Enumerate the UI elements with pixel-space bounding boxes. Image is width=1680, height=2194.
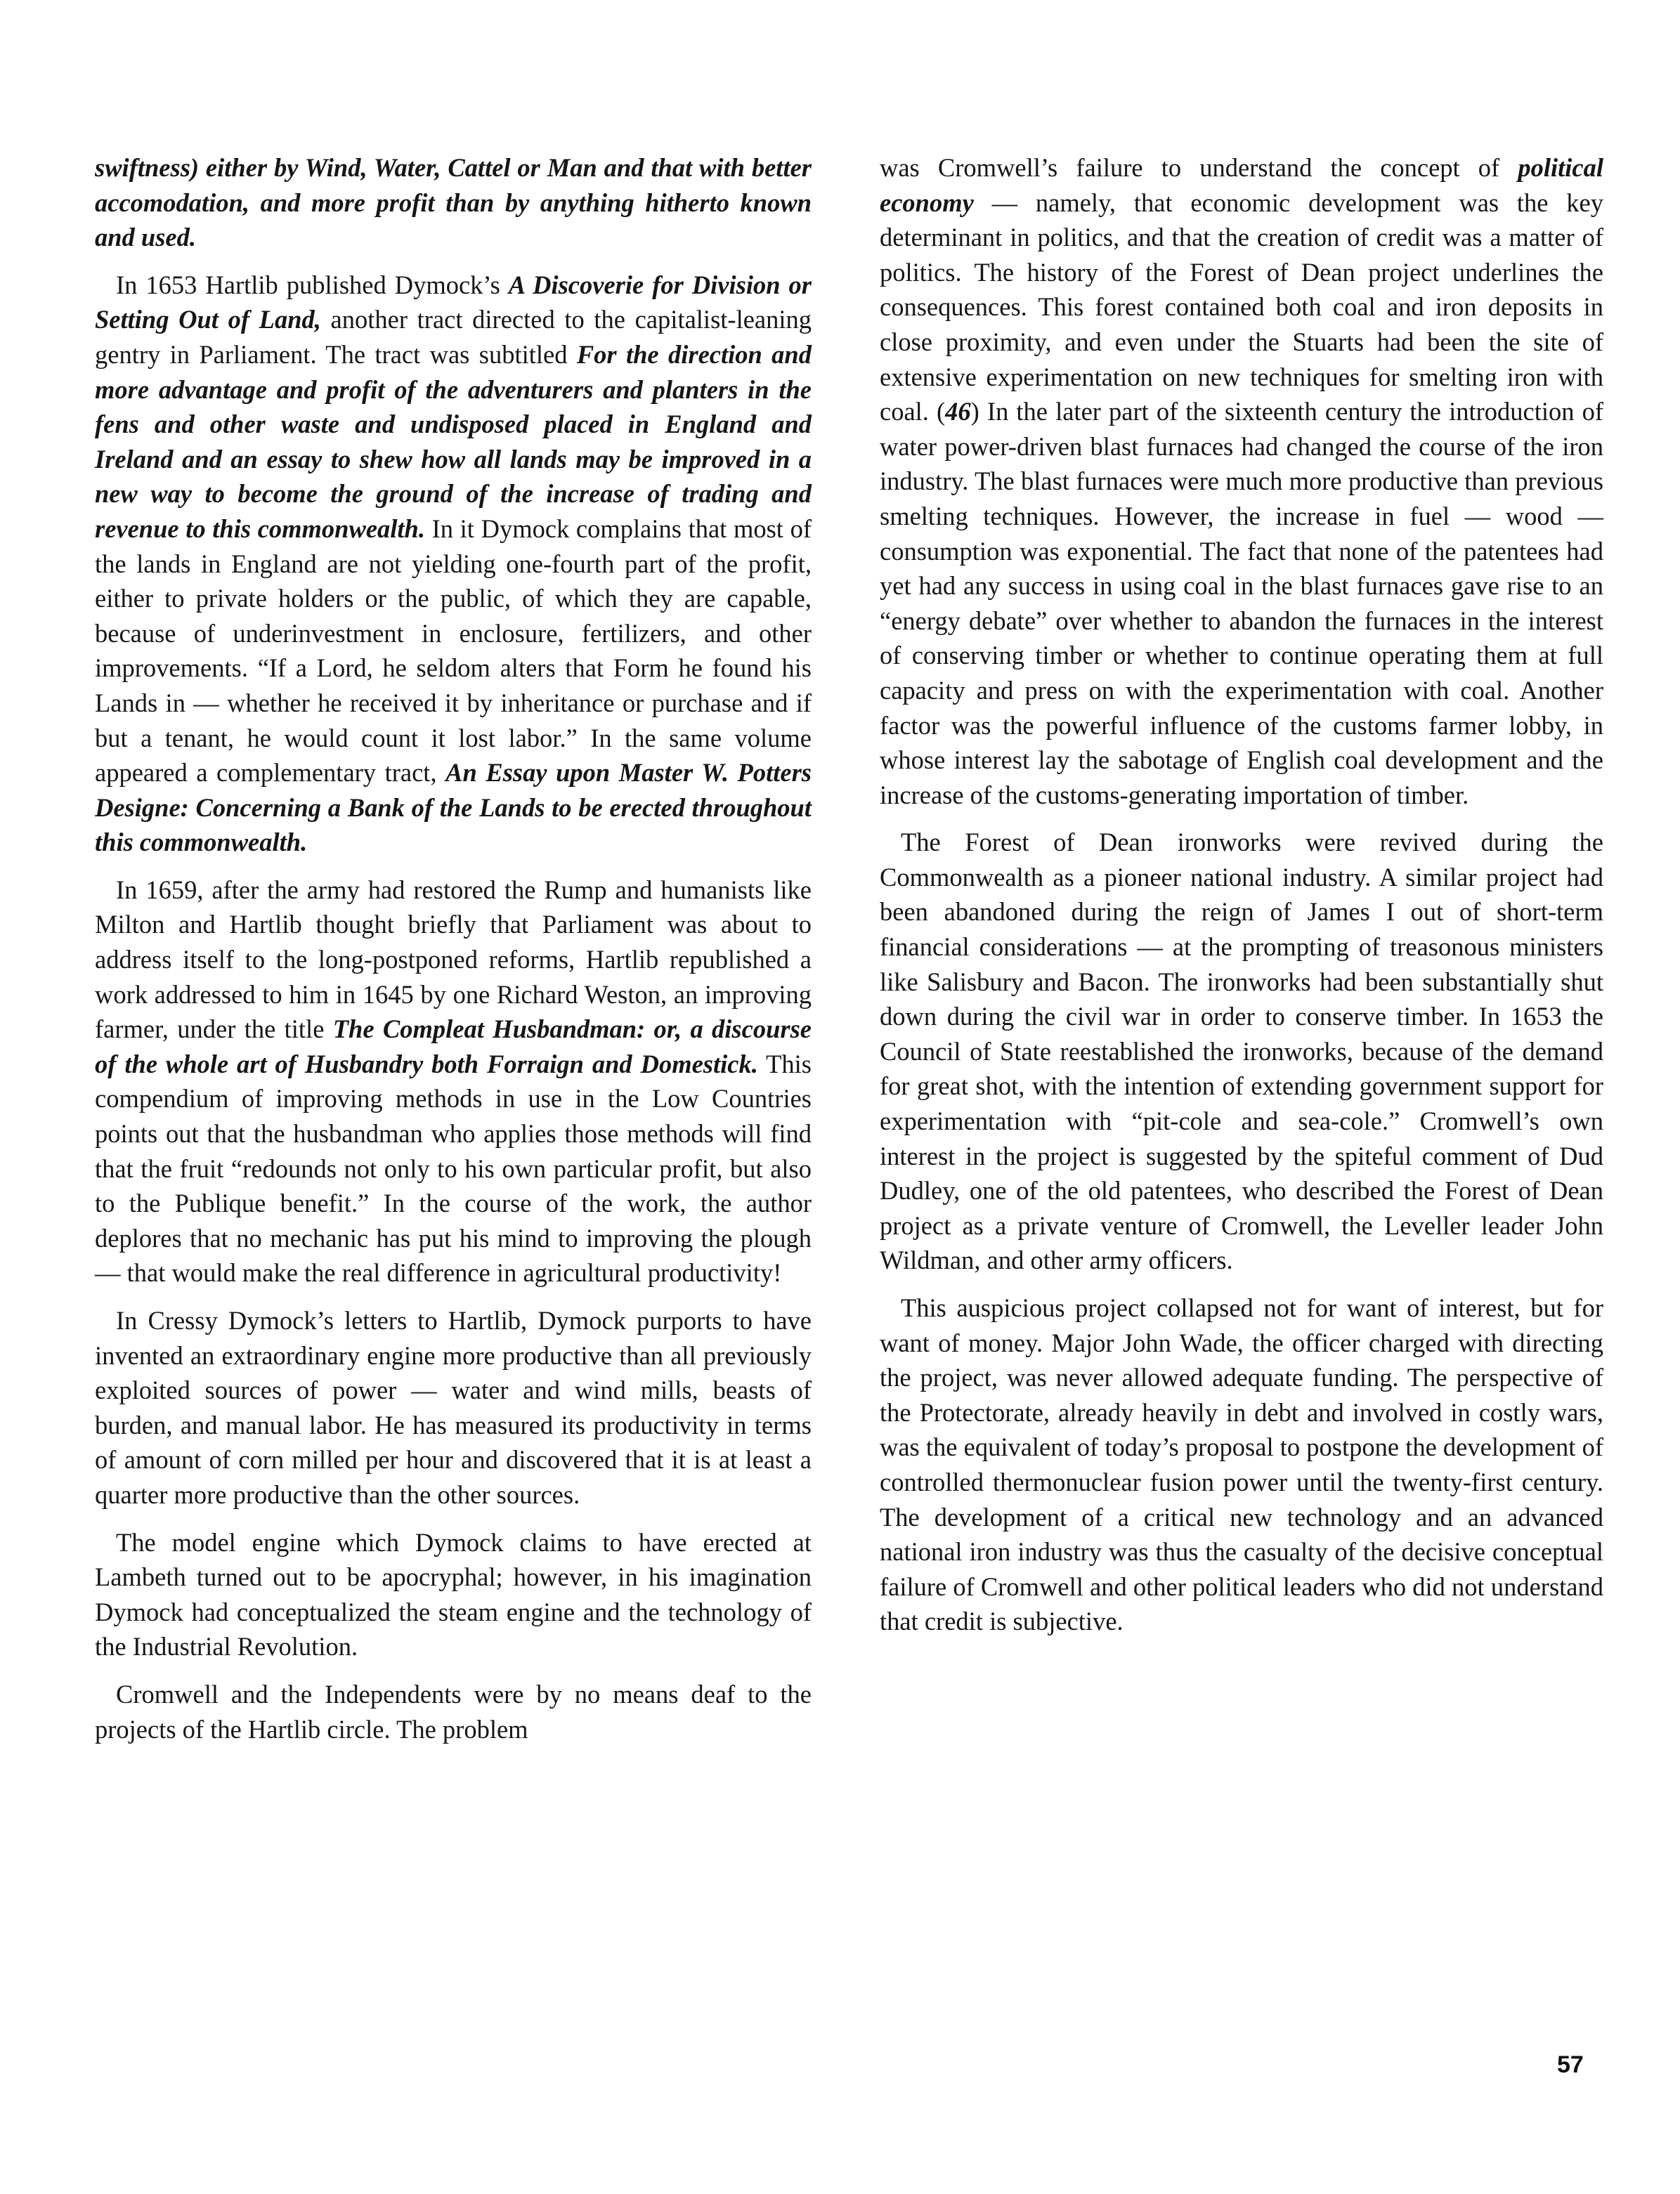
page-number: 57 [1557, 2051, 1584, 2078]
right-text-column [880, 150, 1603, 1639]
text-segment: A Discoverie for Division or Setting Out of Land, [95, 270, 812, 334]
text-segment: The Compleat Husbandman: or, a discourse of the whole art of Husbandry both Forraign and Domestick. [95, 1014, 812, 1078]
paragraph [95, 150, 812, 255]
paragraph [95, 1525, 812, 1664]
text-segment: political economy [880, 153, 1603, 217]
text-segment: In 1653 Hartlib published Dymock’s [116, 270, 509, 299]
paragraph [880, 1291, 1603, 1639]
text-segment: 46 [945, 397, 971, 426]
text-segment: This auspicious project collapsed not for want of interest, but for want of money. Major John Wade, the officer charged with directing the project, was never allowed adequate funding. The perspective of the Protectorate, already heavily in debt and involved in costly wars, was the equivalent of today’s proposal to postpone the development of controlled thermonuclear fusion power until the twenty-first century. The development of a critical new technology and an advanced national iron industry was thus the casualty of the decisive conceptual failure of Cromwell and other political leaders who did not understand that credit is subjective. [880, 1293, 1603, 1636]
text-segment: In it Dymock complains that most of the lands in England are not yielding one-fourth part of the profit, either to private holders or the public, of which they are capable, because of underinvestment in enclosure, fertilizers, and other improvements. “If a Lord, he seldom alters that Form he found his Lands in — whether he received it by inheritance or purchase and if but a tenant, he would count it lost labor.” In the same volume appeared a complementary tract, [95, 514, 812, 788]
paragraph [95, 873, 812, 1291]
text-segment: For the direction and more advantage and profit of the adventurers and planters in the fens and other waste and undisposed placed in England and Ireland and an essay to shew how all lands may be improved in a new way to become the ground of the increase of trading and revenue to this commonwealth. [95, 339, 812, 543]
text-segment: The model engine which Dymock claims to have erected at Lambeth turned out to be apocryphal; however, in his imagination Dymock had conceptualized the steam engine and the technology of the Industrial Revolution. [95, 1527, 812, 1661]
text-segment: An Essay upon Master W. Potters Designe: Concerning a Bank of the Lands to be erected throughout this commonwealth. [95, 758, 812, 857]
text-segment: ) In the later part of the sixteenth century the introduction of water power-driven blast furnaces had changed the course of the iron industry. The blast furnaces were much more productive than previous smelting techniques. However, the increase in fuel — wood — consumption was exponential. The fact that none of the patentees had yet had any success in using coal in the blast furnaces gave rise to an “energy debate” over whether to abandon the furnaces in the interest of conserving timber or whether to continue operating them at full capacity and press on with the experimentation with coal. Another factor was the powerful influence of the customs farmer lobby, in whose interest lay the sabotage of English coal development and the increase of the customs-generating importation of timber. [880, 397, 1604, 809]
paragraph [880, 825, 1603, 1278]
text-segment: swiftness) either by Wind, Water, Cattel or Man and that with better accomodation, and more profit than by anything hitherto known and used. [95, 153, 812, 252]
text-segment: In 1659, after the army had restored the Rump and humanists like Milton and Hartlib thought briefly that Parliament was about to address itself to the long-postponed reforms, Hartlib republished a work addressed to him in 1645 by one Richard Weston, an improving farmer, under the title [95, 875, 812, 1044]
text-segment: The Forest of Dean ironworks were revived during the Commonwealth as a pioneer national industry. A similar project had been abandoned during the reign of James I out of short-term financial considerations — at the prompting of treasonous ministers like Salisbury and Bacon. The ironworks had been substantially shut down during the civil war in order to conserve timber. In 1653 the Council of State reestablished the ironworks, because of the demand for great shot, with the intention of extending government support for experimentation with “pit-cole and sea-cole.” Cromwell’s own interest in the project is suggested by the spiteful comment of Dud Dudley, one of the old patentees, who described the Forest of Dean project as a private venture of Cromwell, the Leveller leader John Wildman, and other army officers. [880, 828, 1603, 1275]
text-segment: was Cromwell’s failure to understand the concept of [880, 153, 1518, 182]
paragraph [880, 150, 1603, 812]
text-segment: Cromwell and the Independents were by no means deaf to the projects of the Hartlib circle. The problem [95, 1679, 812, 1744]
paragraph [95, 268, 812, 860]
paragraph [95, 1677, 812, 1746]
text-segment: In Cressy Dymock’s letters to Hartlib, Dymock purports to have invented an extraordinary engine more productive than all previously exploited sources of power — water and wind mills, beasts of burden, and manual labor. He has measured its productivity in terms of amount of corn milled per hour and discovered that it is at least a quarter more productive than the other sources. [95, 1306, 812, 1509]
paragraph [95, 1303, 812, 1513]
text-segment: This compendium of improving methods in use in the Low Countries points out that the husbandman who applies those methods will find that the fruit “redounds not only to his own particular profit, but also to the Publique benefit.” In the course of the work, the author deplores that no mechanic has put his mind to improving the plough — that would make the real difference in agricultural productivity! [95, 1049, 812, 1288]
left-text-column [95, 150, 812, 1746]
text-segment: another tract directed to the capitalist-leaning gentry in Parliament. The tract was subtitled [95, 305, 812, 369]
text-segment: — namely, that economic development was the key determinant in politics, and that the creation of credit was a matter of politics. The history of the Forest of Dean project underlines the consequences. This forest contained both coal and iron deposits in close proximity, and even under the Stuarts had been the site of extensive experimentation on new techniques for smelting iron with coal. ( [880, 188, 1603, 426]
